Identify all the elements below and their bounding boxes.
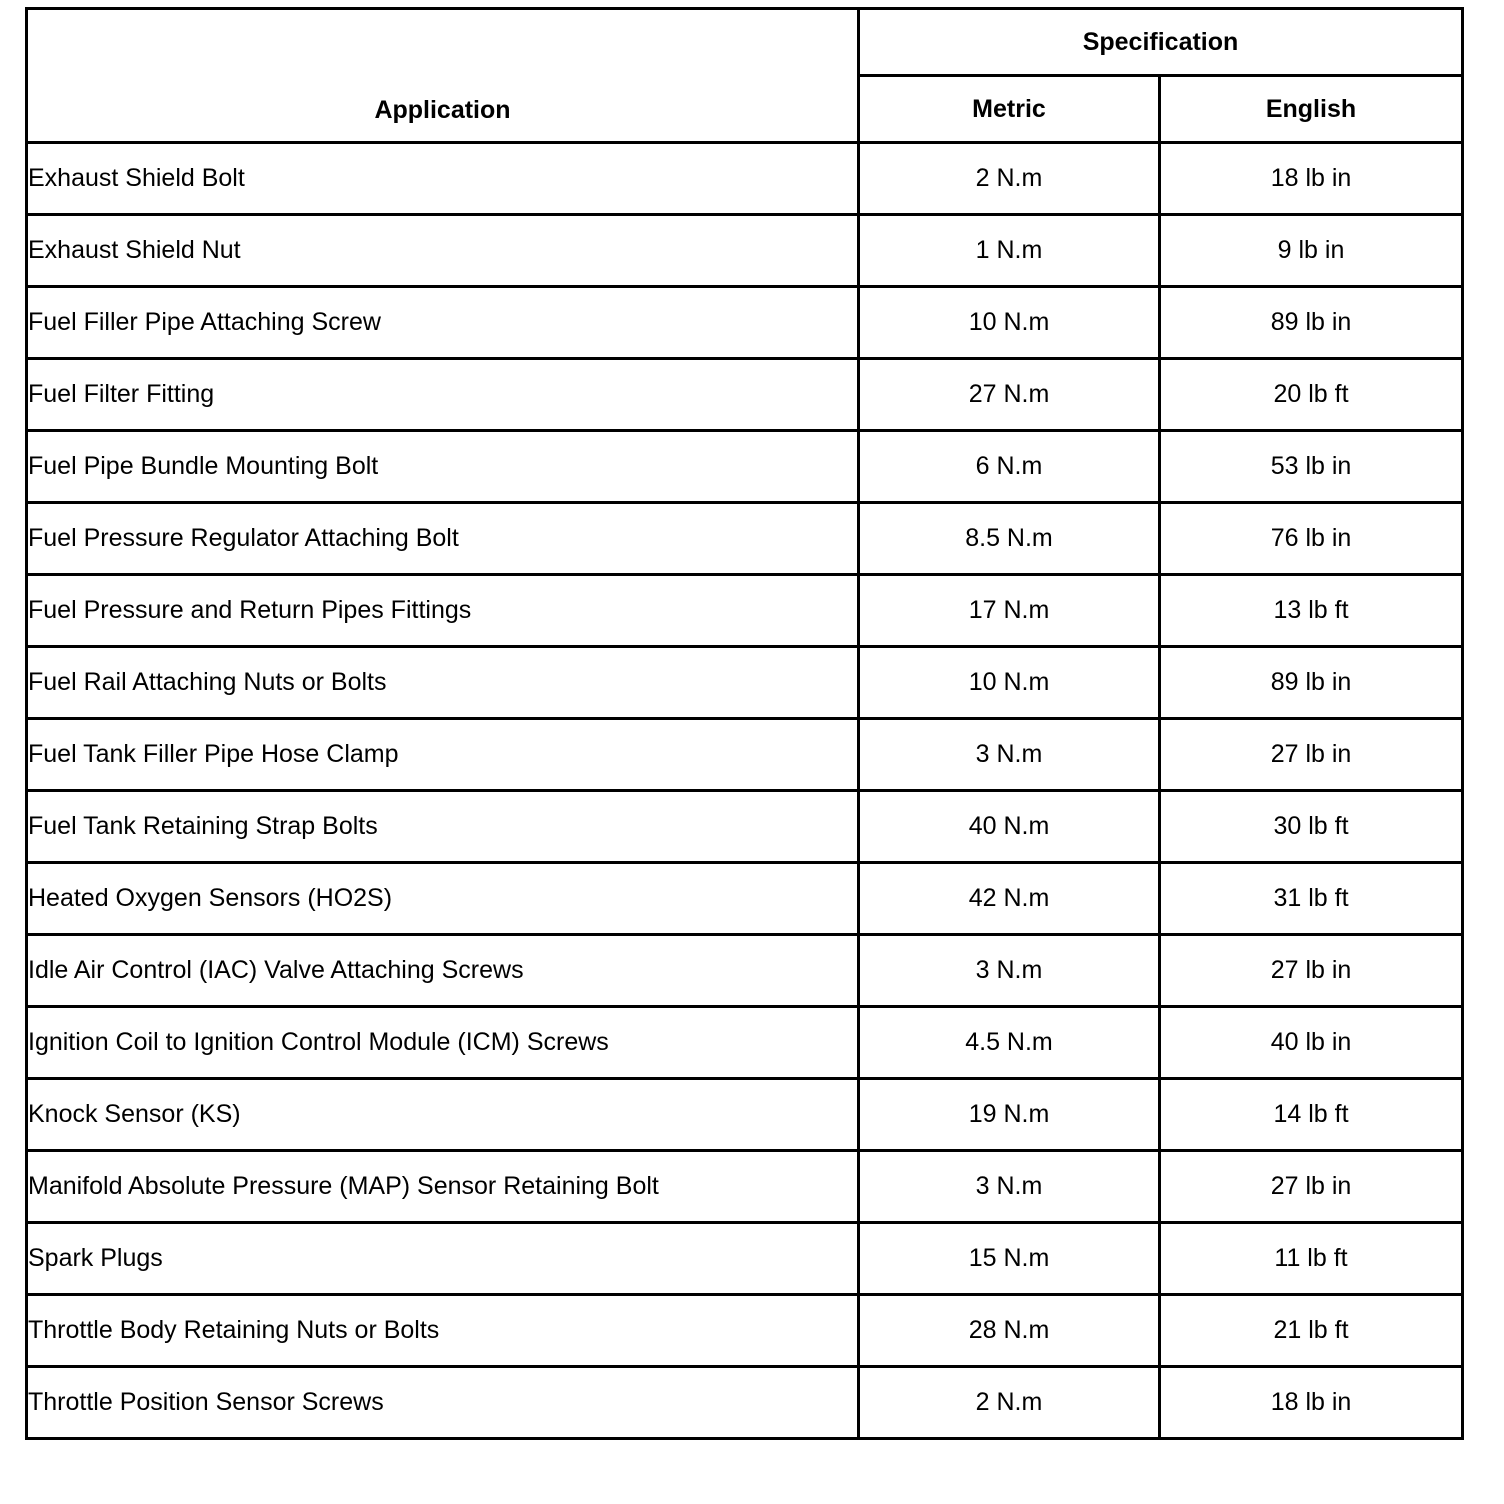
english-cell: 14 lb ft — [1160, 1079, 1463, 1151]
table-body — [27, 143, 1463, 1439]
application-cell: Fuel Filler Pipe Attaching Screw — [27, 287, 859, 359]
application-cell: Fuel Pipe Bundle Mounting Bolt — [27, 431, 859, 503]
english-cell: 21 lb ft — [1160, 1295, 1463, 1367]
english-cell: 13 lb ft — [1160, 575, 1463, 647]
application-cell: Fuel Tank Retaining Strap Bolts — [27, 791, 859, 863]
table-row — [27, 719, 1463, 791]
application-cell: Fuel Pressure and Return Pipes Fittings — [27, 575, 859, 647]
metric-cell: 2 N.m — [859, 143, 1160, 215]
application-cell: Fuel Pressure Regulator Attaching Bolt — [27, 503, 859, 575]
english-cell: 40 lb in — [1160, 1007, 1463, 1079]
application-cell: Ignition Coil to Ignition Control Module (ICM) Screws — [27, 1007, 859, 1079]
english-cell: 20 lb ft — [1160, 359, 1463, 431]
application-cell: Fuel Filter Fitting — [27, 359, 859, 431]
application-cell: Spark Plugs — [27, 1223, 859, 1295]
metric-cell: 17 N.m — [859, 575, 1160, 647]
metric-cell: 3 N.m — [859, 719, 1160, 791]
english-cell: 31 lb ft — [1160, 863, 1463, 935]
table-row — [27, 1295, 1463, 1367]
english-cell: 27 lb in — [1160, 719, 1463, 791]
english-cell: 27 lb in — [1160, 935, 1463, 1007]
english-cell: 53 lb in — [1160, 431, 1463, 503]
english-header: English — [1160, 76, 1463, 143]
application-cell: Fuel Rail Attaching Nuts or Bolts — [27, 647, 859, 719]
metric-cell: 10 N.m — [859, 287, 1160, 359]
metric-cell: 3 N.m — [859, 1151, 1160, 1223]
metric-cell: 2 N.m — [859, 1367, 1160, 1439]
application-cell: Manifold Absolute Pressure (MAP) Sensor Retaining Bolt — [27, 1151, 859, 1223]
metric-cell: 4.5 N.m — [859, 1007, 1160, 1079]
application-cell: Throttle Body Retaining Nuts or Bolts — [27, 1295, 859, 1367]
metric-cell: 10 N.m — [859, 647, 1160, 719]
torque-specification-table — [25, 7, 1464, 1440]
table-row — [27, 935, 1463, 1007]
english-cell: 18 lb in — [1160, 1367, 1463, 1439]
english-cell: 76 lb in — [1160, 503, 1463, 575]
table-row — [27, 647, 1463, 719]
application-cell: Exhaust Shield Bolt — [27, 143, 859, 215]
table-row — [27, 791, 1463, 863]
table-row — [27, 359, 1463, 431]
table-row — [27, 1367, 1463, 1439]
application-cell: Exhaust Shield Nut — [27, 215, 859, 287]
metric-cell: 40 N.m — [859, 791, 1160, 863]
table-row — [27, 287, 1463, 359]
table-row — [27, 503, 1463, 575]
header-row-top — [27, 9, 1463, 76]
application-cell: Fuel Tank Filler Pipe Hose Clamp — [27, 719, 859, 791]
english-cell: 89 lb in — [1160, 647, 1463, 719]
table-row — [27, 575, 1463, 647]
metric-header: Metric — [859, 76, 1160, 143]
metric-cell: 27 N.m — [859, 359, 1160, 431]
application-cell: Knock Sensor (KS) — [27, 1079, 859, 1151]
metric-cell: 19 N.m — [859, 1079, 1160, 1151]
english-cell: 30 lb ft — [1160, 791, 1463, 863]
table-row — [27, 431, 1463, 503]
table-row — [27, 1007, 1463, 1079]
english-cell: 89 lb in — [1160, 287, 1463, 359]
table-row — [27, 1079, 1463, 1151]
table-row — [27, 1223, 1463, 1295]
metric-cell: 28 N.m — [859, 1295, 1160, 1367]
application-cell: Throttle Position Sensor Screws — [27, 1367, 859, 1439]
metric-cell: 3 N.m — [859, 935, 1160, 1007]
specification-header: Specification — [859, 9, 1463, 76]
english-cell: 9 lb in — [1160, 215, 1463, 287]
table-row — [27, 143, 1463, 215]
metric-cell: 8.5 N.m — [859, 503, 1160, 575]
english-cell: 27 lb in — [1160, 1151, 1463, 1223]
application-header: Application — [27, 9, 859, 143]
metric-cell: 6 N.m — [859, 431, 1160, 503]
table-row — [27, 1151, 1463, 1223]
application-cell: Heated Oxygen Sensors (HO2S) — [27, 863, 859, 935]
application-cell: Idle Air Control (IAC) Valve Attaching Screws — [27, 935, 859, 1007]
metric-cell: 42 N.m — [859, 863, 1160, 935]
table-header — [27, 9, 1463, 143]
english-cell: 18 lb in — [1160, 143, 1463, 215]
english-cell: 11 lb ft — [1160, 1223, 1463, 1295]
table-row — [27, 863, 1463, 935]
metric-cell: 1 N.m — [859, 215, 1160, 287]
table-row — [27, 215, 1463, 287]
metric-cell: 15 N.m — [859, 1223, 1160, 1295]
